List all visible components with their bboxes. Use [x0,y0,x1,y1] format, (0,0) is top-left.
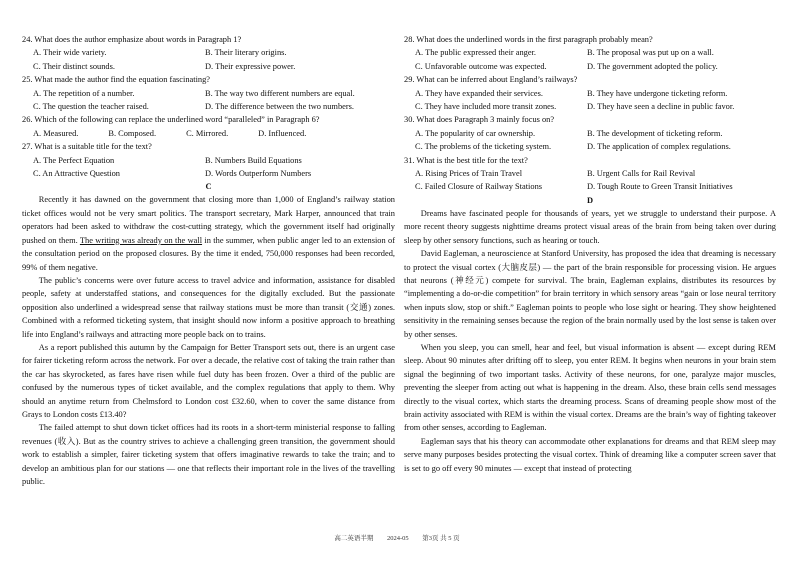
option-b: B. Composed. [108,128,157,138]
section-heading-c: C [205,182,212,192]
option-c: C. Mirrored. [186,128,229,138]
option-d: D. They have seen a decline in public favor. [587,102,735,112]
underlined-phrase: The writing was already on the wall [79,235,203,245]
question-27 [22,140,395,180]
question-stem: 31. What is the best title for the text? [404,155,528,165]
question-stem: 26. Which of the following can replace the underlined word “paralleled” in Paragraph 6? [22,115,320,125]
section-heading-d: D [586,195,594,205]
question-30 [404,113,776,153]
paragraph-text: in the summer, when public anger led to an extension of the consultation period on the proposed closures. By the time it ended, 750,000 responses had been recorded, 99% of them negative. [22,235,396,272]
option-a: A. The public expressed their anger. [415,48,537,58]
question-25 [22,73,395,113]
question-26 [22,113,395,140]
option-d: D. The difference between the two numbers. [205,102,354,112]
option-b: B. The development of ticketing reform. [587,128,723,138]
option-c: C. The question the teacher raised. [33,102,149,112]
footer-page-number: 第3页 共 5 页 [422,535,460,542]
option-c: C. They have included more transit zones. [415,102,557,112]
passage-paragraph: David Eagleman, a neuroscience at Stanford University, has proposed the idea that dreaming is necessary to protect the visual cortex (大脑皮层) — the part of the brain responsible for processing vision. He argues that neurons (神经元) compete for survival. The brain, Eagleman explains, distributes its resources by “implementing a do-or-die competition” for brain territory in which sensory areas “gain or lose neural territory when inputs slow, stop or shift.” Eagleman points to people who lose sight or hearing. They show heightened sensitivity in the remaining senses because the region of the brain normally used by the lost sense is taken over by other senses. [404,249,776,339]
option-b: B. Their literary origins. [205,48,287,58]
option-a: A. The Perfect Equation [33,155,115,165]
question-stem: 24. What does the author emphasize about words in Paragraph 1? [22,35,242,44]
option-a: A. They have expanded their services. [415,88,543,98]
question-stem: 27. What is a suitable title for the text? [22,142,152,152]
footer-date: 2024-05 [386,535,409,542]
option-a: A. Their wide variety. [33,48,107,58]
option-c: C. Failed Closure of Railway Stations [415,182,543,192]
page-footer [0,533,794,542]
passage-paragraph: The failed attempt to shut down ticket offices had its roots in a short-term ministerial response to falling revenues (收入). But as the country strives to achieve a challenging green transition, the government should work to establish a simpler, fairer ticketing system that offers imaginative rewards to take the train; and to develop an ambitious plan for our stations — one that reflects their important role in the lives of the travelling public. [22,423,395,486]
option-b: B. The way two different numbers are equal. [205,88,355,98]
question-stem: 29. What can be inferred about England’s railways? [404,75,578,85]
option-d: D. Influenced. [258,128,307,138]
option-d: D. Tough Route to Green Transit Initiatives [587,182,733,192]
passage-paragraph: When you sleep, you can smell, hear and feel, but visual information is absent — except during REM sleep. About 90 minutes after drifting off to sleep, you enter REM. It begins when neurons in your brain stem signal the beginning of two important tasks. Activity of these neurons, for one, paralyze major muscles, preventing the sleeper from acting out what is happening in the dream. Also, these brain cells send messages directly to the visual cortex, which starts the dreaming process. Scans of dreaming people show most of the brain activity associated with REM is within the visual cortex. Dreams are the brain’s way of fighting takeover from other senses, according to Eagleman. [404,342,776,433]
option-d: D. The government adopted the policy. [587,61,718,71]
question-31 [404,154,776,194]
option-d: D. Their expressive power. [205,61,296,71]
question-stem: 30. What does Paragraph 3 mainly focus on? [404,115,555,125]
option-d: D. Words Outperform Numbers [205,169,312,179]
footer-course: 高二英语半期 [334,535,374,542]
question-stem: 28. What does the underlined words in the first paragraph probably mean? [404,35,653,44]
option-d: D. The application of complex regulations. [587,142,731,152]
option-a: A. Rising Prices of Train Travel [415,169,523,179]
passage-paragraph: Eagleman says that his theory can accommodate other explanations for dreams and that REM sleep may serve many purposes besides protecting the visual cortex. Think of dreaming like a computer screen saver that is set to go off every 90 minutes — except that instead of protecting [404,436,776,473]
option-c: C. The problems of the ticketing system. [415,142,552,152]
question-29 [404,73,776,113]
option-c: C. Their distinct sounds. [33,61,115,71]
option-b: B. They have undergone ticketing reform. [587,88,728,98]
option-b: B. Urgent Calls for Rail Revival [587,169,696,179]
left-column [22,33,395,488]
passage-paragraph: The public’s concerns were over future access to travel advice and information, assistance for disabled people, safety at understaffed stations, and consequences for the digitally excluded. But the passionate opposition also underlined a widespread sense that railway stations must be more than transit (交通) zones. Combined with a reformed ticketing system, that insight should now inform a positive approach to breathing life into England’s railways and attracting more people back on to trains. [22,275,395,339]
option-b: B. Numbers Build Equations [205,155,302,165]
option-a: A. Measured. [33,128,79,138]
passage-paragraph [22,193,395,273]
option-c: C. Unfavorable outcome was expected. [415,61,547,71]
option-a: A. The popularity of car ownership. [415,128,536,138]
passage-paragraph: As a report published this autumn by the Campaign for Better Transport sets out, there is an urgent case for fairer ticketing reform across the network. For over a decade, the relative cost of taking the train rather than the car has skyrocketed, as fares have risen while fuel duty has been frozen. Over a third of the public are confused by the numerous types of ticket available, and the complex regulations that apply to them. Why should an anytime return from Chelmsford to London cost £32.60, when to cover the same distance from Grays to London costs £13.40? [22,342,395,419]
option-b: B. The proposal was put up on a wall. [587,48,714,58]
passage-paragraph: Dreams have fascinated people for thousands of years, yet we struggle to understand their purpose. A more recent theory suggests nighttime dreams protect visual areas of the brain from being taken over during sleep by other sensory functions, such as hearing or touch. [404,208,776,245]
paragraph-text: Recently it has dawned on the government that closing more than 1,000 of England’s railway station ticket offices would not be very smart politics. The transport secretary, Mark Harper, announced that train operators had been asked to withdraw the cost-cutting strategy, which the government itself had originally pushed on them. [22,195,395,245]
question-stem: 25. What made the author find the equation fascinating? [22,75,210,85]
question-24 [22,33,395,73]
option-c: C. An Attractive Question [33,169,120,179]
right-column [404,33,776,475]
question-28 [404,33,776,73]
option-a: A. The repetition of a number. [33,88,135,98]
